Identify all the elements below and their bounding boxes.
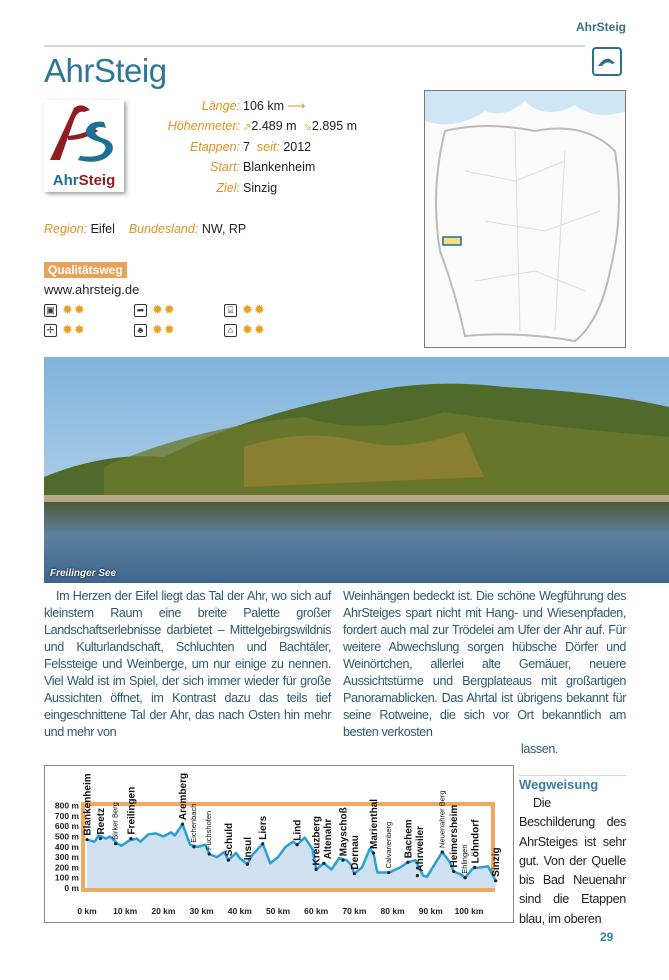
place-marker — [246, 863, 249, 866]
end-row: Ziel: Sinzig — [216, 181, 278, 195]
section-heading: Wegweisung — [519, 775, 626, 792]
place-label: Schuld — [223, 822, 235, 857]
rating-signpost: ➦ ✹✹ — [134, 302, 176, 318]
x-tick-label: 30 km — [189, 906, 214, 916]
place-label: Liers — [258, 815, 270, 840]
rating-tree: ♣ ✹✹ — [134, 322, 176, 338]
y-tick-label: 300 m — [54, 852, 79, 863]
x-tick-label: 60 km — [304, 906, 329, 916]
y-tick-label: 500 m — [54, 831, 79, 842]
page-number: 29 — [600, 930, 614, 944]
place-marker — [296, 843, 299, 846]
elevation-profile — [44, 765, 514, 923]
place-marker — [464, 876, 467, 879]
place-label: Fuchshofen — [204, 810, 214, 851]
ascent-icon: ⬀ — [243, 122, 252, 133]
place-marker — [261, 842, 264, 845]
start-row: Start: Blankenheim — [210, 160, 316, 174]
rating-bench: ⌸ ✹✹ — [224, 302, 266, 318]
place-marker — [315, 868, 318, 871]
place-label: Bachem — [403, 819, 415, 859]
place-label: Calvarienberg — [383, 821, 393, 869]
place-label: Eichenbach — [188, 803, 198, 843]
place-label: Löhndorf — [470, 819, 482, 864]
rating-culture: ⌂ ✹✹ — [224, 322, 266, 338]
descent-icon: ⬂ — [303, 122, 312, 133]
rating-bus: ▣ ✹✹ — [44, 302, 86, 318]
place-label: Dernau — [349, 835, 361, 870]
x-tick-label: 50 km — [265, 906, 291, 916]
bench-icon: ⌸ — [224, 304, 237, 317]
tree-icon: ♣ — [134, 324, 147, 337]
y-tick-label: 800 m — [54, 800, 79, 811]
place-label: Insul — [242, 836, 254, 861]
signpost-icon: ➦ — [134, 304, 147, 317]
body-column-2-end: lassen. — [521, 742, 559, 756]
nature-icon: ✢ — [44, 324, 57, 337]
place-marker — [441, 850, 444, 853]
page-title: AhrSteig — [44, 52, 167, 89]
place-label: Altenahr — [323, 818, 335, 860]
x-tick-label: 70 km — [342, 906, 367, 916]
x-tick-label: 100 km — [454, 906, 484, 916]
place-label: Kreuzberg — [311, 816, 323, 866]
place-marker — [192, 845, 195, 848]
quality-badge: Qualitätsweg — [44, 262, 127, 278]
x-tick-label: 80 km — [380, 906, 405, 916]
place-marker — [322, 862, 325, 865]
body-column-2 — [343, 588, 626, 758]
culture-icon: ⌂ — [224, 324, 237, 337]
length-row: Länge: 106 km ⟶ — [201, 99, 306, 113]
x-tick-label: 10 km — [113, 906, 138, 916]
landscape-photo — [44, 357, 669, 583]
place-marker — [114, 842, 117, 845]
logo-text: AhrSteig — [52, 172, 116, 189]
place-label: Ehlingen — [460, 844, 470, 874]
place-marker — [208, 852, 211, 855]
body-column-2-text: Weinhängen bedeckt ist. Die schöne Wegführung des AhrSteiges spart nicht mit Hang- und Wiesenpfaden, fordert auch mal zur Trödelei am Ufer der Ahr auf. Für weitere Abwechslung sorgen hübsche Dörfer und Weinörtchen, allerlei alte Gemäuer, neuere Aussichtstürme und Bergplateaus mit großartigen Panoramablicken. Das Ahrtal ist übrigens bekannt für seine Rotweine, die sich vor Ort bekanntlich am besten verkosten — [343, 589, 626, 739]
place-marker — [406, 861, 409, 864]
place-label: Aremberg — [178, 772, 189, 821]
place-label: Neuenahrer Berg — [437, 790, 447, 848]
stages-row: Etappen: 7 seit: 2012 — [189, 140, 312, 154]
y-tick-label: 400 m — [54, 841, 79, 852]
x-tick-label: 40 km — [227, 906, 252, 916]
place-label: Mayschoß — [338, 807, 350, 857]
place-marker — [473, 866, 476, 869]
header-rule — [44, 45, 585, 47]
overview-map — [424, 90, 626, 348]
y-tick-label: 200 m — [54, 862, 79, 873]
y-tick-label: 700 m — [54, 810, 79, 821]
body-column-1: Im Herzen der Eifel liegt das Tal der Ahr, wo sich auf kleinstem Raum eine breite Palette großer Landschaftserlebnisse darbietet – Mittelgebirgswildnis und Kulturlandschaft, Schluchten und Bachtäler, Felssteige und Weinberge, um nur einige zu nennen. Viel Wald ist im Spiel, der sich immer wieder für große Aussichten öffnet, im Kontrast dazu das teils tief eingeschnittene Tal der Ahr, das nach Osten hin mehr und mehr von — [44, 589, 331, 739]
y-tick-label: 600 m — [54, 821, 79, 832]
place-label: Reetz — [95, 807, 107, 835]
place-marker — [181, 823, 184, 826]
x-tick-label: 20 km — [151, 906, 176, 916]
y-tick-label: 0 m — [64, 883, 79, 893]
place-marker — [416, 874, 419, 877]
place-marker — [353, 872, 356, 875]
place-marker — [85, 838, 88, 841]
place-label: Blankenheim — [82, 773, 94, 836]
place-marker — [372, 851, 375, 854]
arrow-right-icon: ⟶ — [287, 99, 306, 113]
place-label: Sinzig — [491, 847, 503, 877]
place-label: Heimersheim — [449, 804, 461, 868]
place-label: Lind — [292, 819, 304, 841]
website-link[interactable]: www.ahrsteig.de — [44, 282, 140, 297]
place-marker — [387, 871, 390, 874]
place-marker — [452, 870, 455, 873]
bus-icon: ▣ — [44, 304, 57, 317]
route-symbol-icon — [592, 47, 622, 76]
place-label: Birker Berg — [110, 802, 120, 840]
region-row: Region: Eifel Bundesland: NW, RP — [44, 222, 247, 236]
place-label: Ahrweiler — [414, 826, 426, 872]
place-marker — [129, 837, 132, 840]
x-tick-label: 0 km — [77, 906, 97, 916]
route-marker — [443, 237, 461, 245]
place-marker — [227, 859, 230, 862]
place-marker — [99, 837, 102, 840]
elevation-row: Höhenmeter: ⬀2.489 m ⬂2.895 m — [167, 119, 358, 133]
place-marker — [341, 859, 344, 862]
y-tick-label: 100 m — [54, 872, 79, 883]
rating-nature: ✢ ✹✹ — [44, 322, 86, 338]
photo-caption: Freilinger See — [50, 568, 117, 579]
place-label: Marienthal — [369, 798, 380, 849]
place-label: Freilingen — [126, 786, 138, 835]
x-tick-label: 90 km — [418, 906, 443, 916]
place-marker — [494, 879, 497, 882]
body-column-3: Die Beschilderung des AhrSteiges ist sehr gut. Von der Quelle bis Bad Neuenahr sind die Etappen blau, im oberen — [519, 796, 626, 926]
running-head: AhrSteig — [575, 20, 626, 34]
